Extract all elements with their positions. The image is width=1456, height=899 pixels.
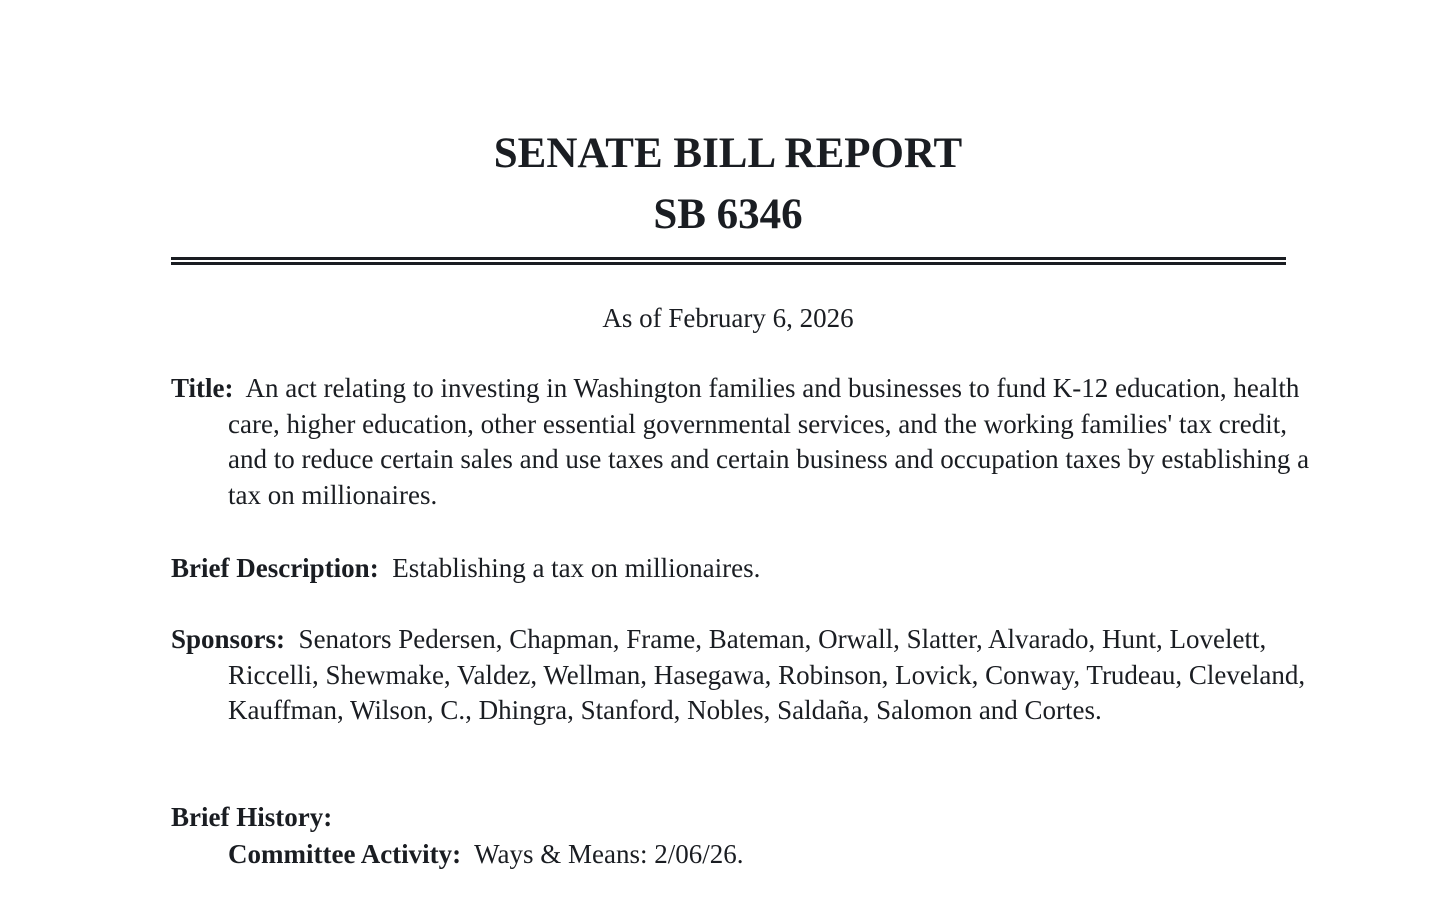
header-divider-bottom	[171, 262, 1286, 265]
sponsors-label: Sponsors:	[171, 624, 286, 654]
brief-description-label: Brief Description:	[171, 553, 379, 583]
committee-activity-line	[228, 837, 743, 873]
sponsors-text: Senators Pedersen, Chapman, Frame, Bateman, Orwall, Slatter, Alvarado, Hunt, Lovelett, Riccelli, Shewmake, Valdez, Wellman, Hasegawa, Robinson, Lovick, Conway, Trudeau, Cleveland, Kauffman, Wilson, C., Dhingra, Stanford, Nobles, Saldaña, Salomon and Cortes.	[228, 624, 1306, 725]
committee-activity-text: Ways & Means: 2/06/26.	[474, 839, 744, 869]
title-text: An act relating to investing in Washington families and businesses to fund K-12 education, health care, higher education, other essential governmental services, and the working families' tax credit, and to reduce certain sales and use taxes and certain business and occupation taxes by establishing a tax on millionaires.	[228, 373, 1310, 510]
brief-history-label: Brief History:	[171, 802, 333, 832]
sponsors-paragraph	[171, 622, 1323, 729]
report-title: SENATE BILL REPORT	[493, 130, 963, 177]
brief-description-paragraph	[171, 551, 1323, 587]
brief-description-text: Establishing a tax on millionaires.	[392, 553, 761, 583]
title-paragraph	[171, 371, 1323, 513]
committee-activity-label: Committee Activity:	[228, 839, 462, 869]
as-of-date: As of February 6, 2026	[602, 303, 854, 333]
bill-number: SB 6346	[653, 191, 803, 238]
title-label: Title:	[171, 373, 234, 403]
header-divider-top	[171, 257, 1286, 260]
